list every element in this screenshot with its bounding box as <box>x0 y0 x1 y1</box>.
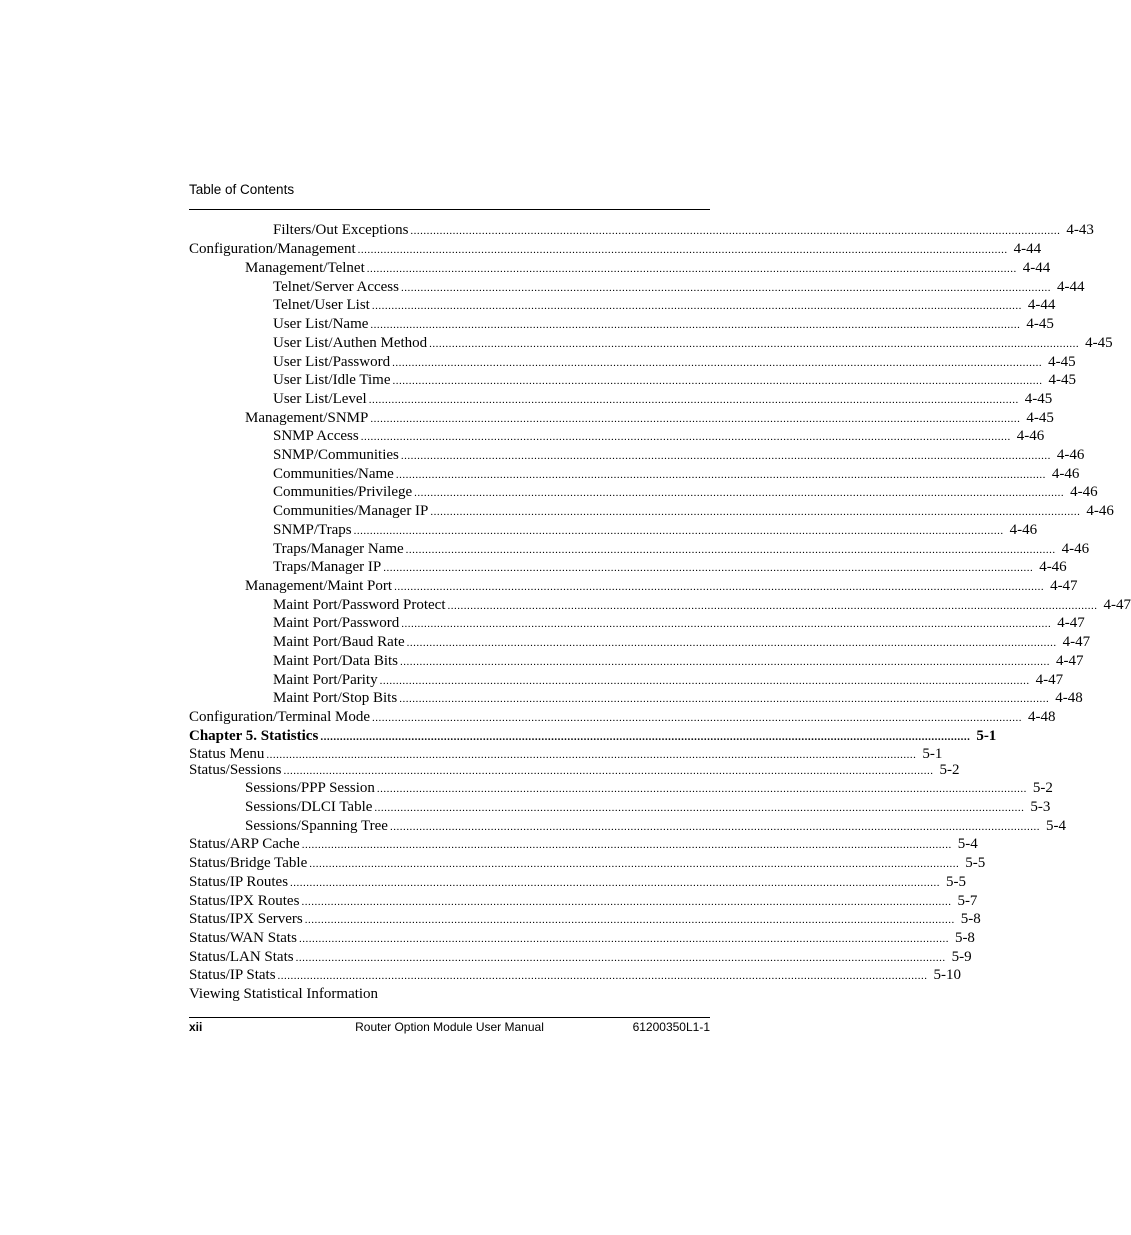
toc-entry-page: 4-44 <box>1022 260 1051 276</box>
toc-entry-title: Management/Telnet <box>245 260 365 276</box>
toc-entry-title: Maint Port/Parity <box>273 672 378 688</box>
footer-doc-number: 61200350L1-1 <box>632 1020 710 1034</box>
toc-entry <box>273 371 1077 389</box>
toc-dot-leader: ........................................................................................................................................................................................................ <box>283 765 934 777</box>
footer-manual-title: Router Option Module User Manual <box>355 1020 544 1034</box>
toc-entry <box>245 817 1066 835</box>
toc-entry-page: 4-44 <box>1056 279 1085 295</box>
toc-dot-leader: ........................................................................................................................................................................................................ <box>357 244 1008 256</box>
toc-dot-leader: ........................................................................................................................................................................................................ <box>304 914 955 926</box>
toc-entry-title: Status/IP Stats <box>189 967 276 983</box>
toc-entry <box>245 798 1051 816</box>
toc-dot-leader: ........................................................................................................................................................................................................ <box>389 821 1040 833</box>
toc-dot-leader: ........................................................................................................................................................................................................ <box>372 712 1022 724</box>
toc-dot-leader: ........................................................................................................................................................................................................ <box>400 282 1051 294</box>
toc-entry-title: Telnet/Server Access <box>273 279 399 295</box>
toc-entry-title: Configuration/Management <box>189 241 356 257</box>
toc-dot-leader: ........................................................................................................................................................................................................ <box>320 731 971 743</box>
toc-dot-leader: ........................................................................................................................................................................................................ <box>392 357 1043 369</box>
toc-entry-page: 5-2 <box>939 762 960 778</box>
toc-entry <box>273 483 1098 501</box>
toc-entry-title: Filters/Out Exceptions <box>273 222 409 238</box>
toc-dot-leader: ........................................................................................................................................................................................................ <box>379 675 1030 687</box>
toc-entry-page: 5-1 <box>922 746 943 762</box>
toc-entry-page: 4-45 <box>1024 391 1053 407</box>
toc-dot-leader: ........................................................................................................................................................................................................ <box>400 450 1051 462</box>
toc-dot-leader: ........................................................................................................................................................................................................ <box>430 506 1081 518</box>
toc-entry-page: 4-46 <box>1070 484 1098 500</box>
toc-dot-leader: ........................................................................................................................................................................................................ <box>266 749 917 761</box>
toc-dot-leader: ........................................................................................................................................................................................................ <box>368 394 1019 406</box>
toc-entry-page: 5-8 <box>954 930 975 946</box>
toc-entry-title: Maint Port/Data Bits <box>273 653 398 669</box>
toc-entry-page: 5-4 <box>1045 818 1066 834</box>
toc-entry <box>273 296 1056 314</box>
toc-entry-page: 4-47 <box>1056 653 1084 669</box>
toc-entry <box>273 540 1090 558</box>
toc-entry <box>273 596 1131 614</box>
toc-entry <box>189 985 695 1003</box>
toc-entry-page: 4-47 <box>1062 634 1091 650</box>
toc-dot-leader: ........................................................................................................................................................................................................ <box>277 970 928 982</box>
toc-entry <box>189 240 1042 258</box>
toc-entry-page: 5-10 <box>933 967 962 983</box>
toc-entry-page: 4-45 <box>1026 316 1054 332</box>
toc-entry-title: Maint Port/Stop Bits <box>273 690 398 706</box>
footer-page-number: xii <box>189 1020 203 1034</box>
toc-dot-leader: ........................................................................................................................................................................................................ <box>374 802 1025 814</box>
toc-entry-page: 4-44 <box>1027 297 1056 313</box>
toc-entry-page: 4-46 <box>1016 428 1045 444</box>
toc-entry-title: Sessions/Spanning Tree <box>245 818 388 834</box>
toc-entry-title: Maint Port/Password Protect <box>273 597 446 613</box>
toc-entry-title: Communities/Manager IP <box>273 503 429 519</box>
toc-entry <box>273 465 1080 483</box>
toc-dot-leader: ........................................................................................................................................................................................................ <box>395 469 1046 481</box>
toc-entry <box>273 315 1054 333</box>
toc-entry-page: 5-3 <box>1030 799 1051 815</box>
toc-dot-leader: ........................................................................................................................................................................................................ <box>406 637 1057 649</box>
toc-entry-title: Communities/Privilege <box>273 484 413 500</box>
toc-dot-leader: ........................................................................................................................................................................................................ <box>405 544 1056 556</box>
toc-dot-leader: ........................................................................................................................................................................................................ <box>301 896 952 908</box>
toc-entry-page: 4-46 <box>1056 447 1085 463</box>
toc-entry <box>273 558 1067 576</box>
toc-entry <box>189 727 997 745</box>
toc-entry <box>245 779 1053 797</box>
toc-entry <box>189 854 986 872</box>
toc-entry-title: Status/Bridge Table <box>189 855 308 871</box>
toc-dot-leader: ........................................................................................................................................................................................................ <box>360 431 1011 443</box>
toc-dot-leader: ........................................................................................................................................................................................................ <box>295 952 946 964</box>
toc-dot-leader: ........................................................................................................................................................................................................ <box>383 562 1034 574</box>
toc-entry-page: 5-1 <box>976 728 997 744</box>
toc-entry-page: 4-45 <box>1085 335 1113 351</box>
toc-entry-page: 4-45 <box>1048 372 1077 388</box>
toc-dot-leader: ........................................................................................................................................................................................................ <box>298 933 949 945</box>
toc-entry-title: Telnet/User List <box>273 297 370 313</box>
toc-entry <box>273 278 1085 296</box>
toc-entry <box>273 390 1053 408</box>
toc-entry-title: SNMP Access <box>273 428 359 444</box>
toc-entry-page: 4-45 <box>1026 410 1054 426</box>
toc-entry-title: Status/WAN Stats <box>189 930 297 946</box>
running-header: Table of Contents <box>189 182 295 197</box>
toc-entry-page: 5-4 <box>957 836 978 852</box>
toc-entry <box>189 835 978 853</box>
toc-entry-page: 4-46 <box>1061 541 1090 557</box>
toc-dot-leader: ........................................................................................................................................................................................................ <box>371 300 1022 312</box>
toc-entry <box>273 521 1038 539</box>
toc-entry-title: Status/IPX Routes <box>189 893 300 909</box>
toc-entry-title: Status Menu <box>189 746 265 762</box>
toc-entry <box>189 761 960 779</box>
toc-entry-page: 4-45 <box>1048 354 1076 370</box>
toc-entry <box>273 671 1064 689</box>
toc-entry <box>245 409 1054 427</box>
toc-entry-title: Status/ARP Cache <box>189 836 300 852</box>
toc-entry-title: Maint Port/Password <box>273 615 400 631</box>
toc-entry-title: User List/Level <box>273 391 367 407</box>
toc-entry-title: User List/Name <box>273 316 369 332</box>
toc-entry-page: 5-9 <box>951 949 972 965</box>
toc-dot-leader: ........................................................................................................................................................................................................ <box>290 877 941 889</box>
toc-dot-leader: ........................................................................................................................................................................................................ <box>394 581 1045 593</box>
toc-entry <box>273 502 1114 520</box>
toc-entry-title: Chapter 5. Statistics <box>189 728 319 744</box>
toc-entry <box>189 708 1056 726</box>
toc-entry-page: 4-48 <box>1028 709 1056 725</box>
toc-entry-title: Viewing Statistical Information <box>189 986 379 1002</box>
toc-entry-page: 4-46 <box>1039 559 1067 575</box>
toc-dot-leader: ........................................................................................................................................................................................................ <box>370 413 1021 425</box>
toc-dot-leader: ........................................................................................................................................................................................................ <box>399 693 1050 705</box>
toc-entry <box>273 689 1083 707</box>
toc-entry-page: 4-48 <box>1055 690 1083 706</box>
toc-dot-leader: ........................................................................................................................................................................................................ <box>366 263 1017 275</box>
toc-dot-leader: ........................................................................................................................................................................................................ <box>429 338 1080 350</box>
toc-entry-title: Status/IPX Servers <box>189 911 303 927</box>
footer-rule <box>189 1017 710 1018</box>
toc-entry-page: 4-47 <box>1103 597 1131 613</box>
toc-entry-title: Communities/Name <box>273 466 394 482</box>
toc-dot-leader: ........................................................................................................................................................................................................ <box>414 487 1065 499</box>
toc-entry-title: SNMP/Communities <box>273 447 399 463</box>
toc-entry <box>189 873 967 891</box>
toc-entry-page: 5-5 <box>965 855 986 871</box>
toc-entry <box>245 577 1078 595</box>
toc-entry-title: Management/SNMP <box>245 410 369 426</box>
toc-entry-page: 5-2 <box>1032 780 1053 796</box>
toc-entry <box>273 221 1094 239</box>
toc-entry-page: 4-43 <box>1066 222 1094 238</box>
toc-dot-leader: ........................................................................................................................................................................................................ <box>309 858 960 870</box>
toc-dot-leader: ........................................................................................................................................................................................................ <box>353 525 1004 537</box>
toc-dot-leader: ........................................................................................................................................................................................................ <box>370 319 1021 331</box>
toc-entry <box>273 614 1085 632</box>
toc-entry-page: 4-46 <box>1009 522 1038 538</box>
toc-entry-page: 5-7 <box>957 893 978 909</box>
toc-entry-page: 4-46 <box>1086 503 1114 519</box>
toc-entry-title: Status/Sessions <box>189 762 282 778</box>
toc-entry <box>189 910 981 928</box>
toc-entry-title: User List/Password <box>273 354 391 370</box>
toc-entry <box>273 353 1076 371</box>
toc-entry-page: 4-44 <box>1013 241 1042 257</box>
toc-entry-title: Status/IP Routes <box>189 874 289 890</box>
toc-entry-page: 4-46 <box>1051 466 1080 482</box>
toc-entry <box>273 633 1091 651</box>
toc-entry <box>273 334 1113 352</box>
toc-dot-leader: ........................................................................................................................................................................................................ <box>392 375 1043 387</box>
toc-entry-title: Maint Port/Baud Rate <box>273 634 405 650</box>
toc-dot-leader: ........................................................................................................................................................................................................ <box>376 783 1027 795</box>
toc-dot-leader: ........................................................................................................................................................................................................ <box>447 600 1098 612</box>
toc-dot-leader: ........................................................................................................................................................................................................ <box>410 225 1061 237</box>
toc-entry-title: User List/Idle Time <box>273 372 391 388</box>
toc-entry <box>189 966 962 984</box>
toc-dot-leader: ........................................................................................................................................................................................................ <box>400 656 1050 668</box>
toc-entry-page: 4-47 <box>1057 615 1085 631</box>
toc-entry-title: Management/Maint Port <box>245 578 393 594</box>
toc-entry-page: 5-8 <box>960 911 981 927</box>
page-footer <box>189 1020 710 1036</box>
toc-dot-leader: ........................................................................................................................................................................................................ <box>401 618 1052 630</box>
toc-entry-title: User List/Authen Method <box>273 335 428 351</box>
toc-entry-title: Traps/Manager Name <box>273 541 404 557</box>
toc-entry-title: Configuration/Terminal Mode <box>189 709 370 725</box>
toc-entry <box>189 948 972 966</box>
toc-entry-page: 4-47 <box>1050 578 1078 594</box>
toc-entry-page: 5-5 <box>946 874 967 890</box>
toc-entry-title: SNMP/Traps <box>273 522 352 538</box>
toc-dot-leader: ........................................................................................................................................................................................................ <box>301 839 952 851</box>
toc-entry <box>273 446 1085 464</box>
toc-entry <box>273 427 1045 445</box>
toc-entry-title: Sessions/DLCI Table <box>245 799 373 815</box>
toc-entry-title: Sessions/PPP Session <box>245 780 375 796</box>
toc-entry-page: 4-47 <box>1035 672 1064 688</box>
toc-entry <box>189 929 975 947</box>
toc-entry <box>245 259 1051 277</box>
toc-entry-title: Traps/Manager IP <box>273 559 382 575</box>
toc-entry <box>189 892 978 910</box>
toc-entry-title: Status/LAN Stats <box>189 949 294 965</box>
toc-entry <box>273 652 1084 670</box>
